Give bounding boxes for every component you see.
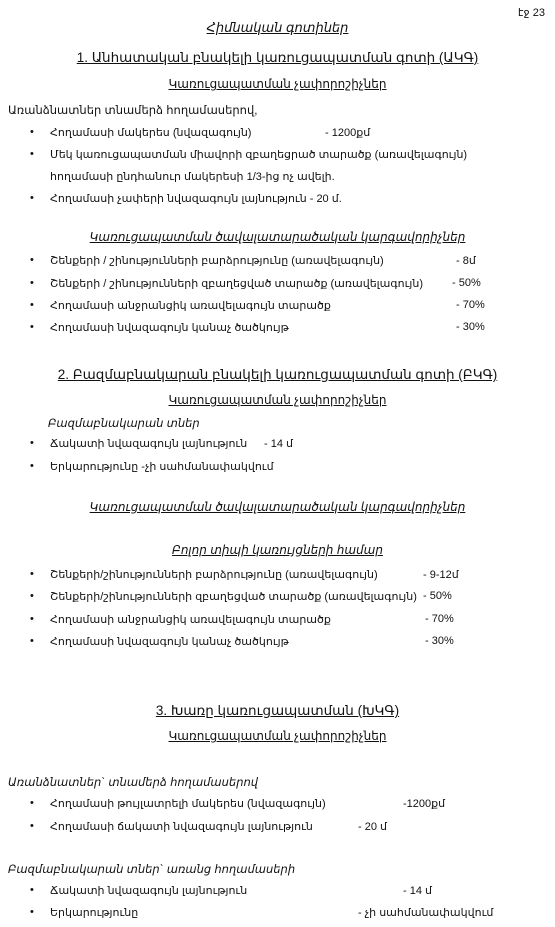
section3-title: 3. Խառը կառուցապատման (ԽԿԳ) <box>155 703 400 718</box>
item-value: - 14 մ <box>264 438 293 450</box>
list-item <box>0 635 555 653</box>
bullet-icon: • <box>30 321 34 333</box>
item-value: - 30% <box>456 321 485 333</box>
list-item <box>0 437 555 455</box>
list-item <box>0 192 555 210</box>
section2-regulations-heading: Կառուցապատման ծավալատարածական կարգավորիչներ <box>89 500 466 514</box>
bullet-icon: • <box>30 884 34 896</box>
list-item <box>0 590 555 608</box>
bullet-icon: • <box>30 635 34 647</box>
section3-group1-label: Առանձնատներ` տնամերձ հողամասերով <box>8 777 259 789</box>
bullet-icon: • <box>30 126 34 138</box>
list-item <box>0 460 555 478</box>
document-title: Հիմնական գոտիներ <box>206 20 349 35</box>
bullet-icon: • <box>30 820 34 832</box>
section3-group2-label: Բազմաբնակարան տներ` առանց հողամասերի <box>8 864 296 876</box>
bullet-icon: • <box>30 299 34 311</box>
section1-requirements-heading: Կառուցապատման չափորոշիչներ <box>168 77 387 91</box>
section1-title: 1. Անհատական բնակելի կառուցապատման գոտի (ԱԿԳ) <box>76 50 479 65</box>
list-item <box>0 797 555 815</box>
item-value: - 70% <box>425 613 454 625</box>
item-value: - 70% <box>456 299 485 311</box>
section2-group-label: Բազմաբնակարան տներ <box>48 418 200 430</box>
bullet-icon: • <box>30 192 34 204</box>
item-text: Շենքերի / շինությունների բարձրությունը (առավելագույն) <box>50 255 384 267</box>
bullet-icon: • <box>30 568 34 580</box>
item-text: Հողամասի անջրանցիկ առավելագույն տարածք <box>50 300 331 312</box>
section3-requirements-heading: Կառուցապատման չափորոշիչներ <box>168 729 387 743</box>
bullet-icon: • <box>30 254 34 266</box>
bullet-icon: • <box>30 613 34 625</box>
item-text: Մեկ կառուցապատման միավորի զբաղեցրած տարածք (առավելագույն) <box>50 149 468 161</box>
item-value: - 50% <box>423 590 452 602</box>
item-text: Երկարությունը <box>50 907 139 919</box>
item-text: Շենքերի/շինությունների զբաղեցված տարածք (առավելագույն) <box>50 591 417 603</box>
list-item <box>0 277 555 295</box>
item-text: Հողամասի նվազագույն կանաչ ծածկույթ <box>50 322 289 334</box>
list-item <box>0 148 555 166</box>
list-item <box>0 568 555 586</box>
item-continuation: հողամասի ընդհանուր մակերեսի 1/3-ից ոչ ավելի. <box>50 171 335 183</box>
item-value: - 50% <box>452 277 481 289</box>
item-text: Երկարությունը -չի սահմանափակվում <box>50 461 274 473</box>
item-value: - 9-12մ <box>423 569 459 581</box>
item-value: - 8մ <box>456 255 476 267</box>
bullet-icon: • <box>30 906 34 918</box>
item-text: Հողամասի մակերես (նվազագույն) <box>50 127 252 139</box>
item-text: Շենքերի/շինությունների բարձրությունը (առավելագույն) <box>50 569 378 581</box>
item-text: Հողամասի ճակատի նվազագույն լայնություն <box>50 821 313 833</box>
bullet-icon: • <box>30 437 34 449</box>
list-item <box>0 126 555 144</box>
list-item <box>0 884 555 902</box>
item-text: Հողամասի անջրանցիկ առավելագույն տարածք <box>50 614 331 626</box>
list-item <box>0 254 555 272</box>
item-text: Ճակատի նվազագույն լայնություն <box>50 885 248 897</box>
section1-regulations-heading: Կառուցապատման ծավալատարածական կարգավորիչներ <box>89 230 466 244</box>
list-item <box>0 906 555 924</box>
list-item <box>0 321 555 339</box>
item-value: - 30% <box>425 635 454 647</box>
section2-title: 2. Բազմաբնակարան բնակելի կառուցապատման գոտի (ԲԿԳ) <box>57 367 498 382</box>
page-number: էջ 23 <box>517 7 545 19</box>
item-text: Ճակատի նվազագույն լայնություն <box>50 438 248 450</box>
item-text: Հողամասի չափերի նվազագույն լայնություն - 20 մ. <box>50 193 342 205</box>
bullet-icon: • <box>30 277 34 289</box>
bullet-icon: • <box>30 797 34 809</box>
list-item <box>0 820 555 838</box>
item-value: - 1200քմ <box>325 127 371 139</box>
section2-all-types-heading: Բոլոր տիպի կառույցների համար <box>172 543 383 557</box>
section2-requirements-heading: Կառուցապատման չափորոշիչներ <box>168 393 387 407</box>
item-value: - 14 մ <box>403 885 432 897</box>
item-value: - 20 մ <box>358 821 387 833</box>
bullet-icon: • <box>30 590 34 602</box>
section1-intro: Առանձնատներ տնամերձ հողամասերով, <box>8 105 258 117</box>
item-text: Հողամասի նվազագույն կանաչ ծածկույթ <box>50 636 289 648</box>
item-value: -1200քմ <box>403 798 446 810</box>
bullet-icon: • <box>30 148 34 160</box>
item-text: Հողամասի թույլատրելի մակերես (նվազագույն) <box>50 798 326 810</box>
list-item <box>0 299 555 317</box>
item-text: Շենքերի / շինությունների զբաղեցված տարածք (առավելագույն) <box>50 278 423 290</box>
item-value: - չի սահմանափակվում <box>358 907 494 919</box>
list-item <box>0 613 555 631</box>
bullet-icon: • <box>30 460 34 472</box>
